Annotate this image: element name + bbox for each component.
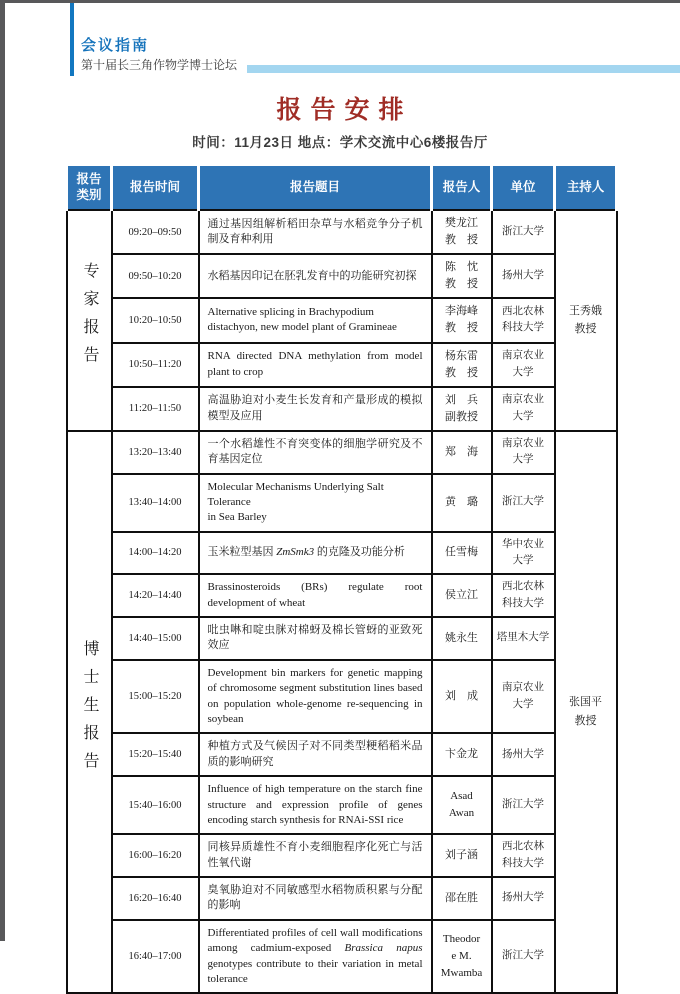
report-affiliation: 华中农业 大学: [492, 532, 555, 575]
report-title: Alternative splicing in Brachypodium distachyon, new model plant of Gramineae: [199, 298, 432, 342]
report-speaker: Theodor e M. Mwamba: [432, 920, 492, 994]
session-time-location: 时间：11月23日 地点：学术交流中心6楼报告厅: [192, 135, 488, 150]
report-category-label: 专家报告: [81, 261, 98, 374]
header-divider-band: [247, 65, 680, 73]
report-affiliation: 扬州大学: [492, 877, 555, 920]
report-time: 14:00–14:20: [112, 532, 199, 575]
column-header-1: 报告类别: [67, 165, 112, 211]
table-row: [67, 877, 617, 920]
table-row: [67, 920, 617, 994]
report-title: 吡虫啉和啶虫脒对棉蚜及棉长管蚜的亚致死效应: [199, 617, 432, 660]
column-header-4: 报告人: [432, 165, 492, 211]
report-affiliation: 扬州大学: [492, 733, 555, 776]
report-time: 14:40–15:00: [112, 617, 199, 660]
table-row: [67, 733, 617, 776]
report-speaker: 刘子涵: [432, 834, 492, 877]
report-speaker: 李海峰 教 授: [432, 298, 492, 342]
page-title: 报告安排: [276, 96, 413, 124]
report-speaker: 刘 成: [432, 660, 492, 734]
report-affiliation: 南京农业 大学: [492, 431, 555, 474]
report-time: 16:40–17:00: [112, 920, 199, 994]
table-row: [67, 660, 617, 734]
report-affiliation: 浙江大学: [492, 474, 555, 532]
schedule-table-body: [67, 210, 617, 993]
report-title: RNA directed DNA methylation from model plant to crop: [199, 343, 432, 387]
report-title: Development bin markers for genetic mapping of chromosome segment substitution lines based on population whole-genome re-sequencing in soybean: [199, 660, 432, 734]
report-speaker: 郑 海: [432, 431, 492, 474]
report-speaker: 杨东雷 教 授: [432, 343, 492, 387]
header-accent-bar: [70, 3, 74, 76]
column-header-3: 报告题目: [199, 165, 432, 211]
report-speaker: 任雪梅: [432, 532, 492, 575]
report-time: 09:50–10:20: [112, 254, 199, 298]
report-affiliation: 塔里木大学: [492, 617, 555, 660]
session-host: 张国平 教授: [555, 431, 617, 994]
report-time: 14:20–14:40: [112, 574, 199, 617]
table-row: [67, 776, 617, 834]
report-speaker: 陈 忱 教 授: [432, 254, 492, 298]
table-row: [67, 431, 617, 474]
report-time: 11:20–11:50: [112, 387, 199, 431]
report-affiliation: 浙江大学: [492, 210, 555, 254]
column-header-5: 单位: [492, 165, 555, 211]
table-row: [67, 532, 617, 575]
table-row: [67, 387, 617, 431]
forum-name: 第十届长三角作物学博士论坛: [81, 58, 238, 72]
report-time: 16:20–16:40: [112, 877, 199, 920]
table-row: [67, 617, 617, 660]
report-affiliation: 南京农业 大学: [492, 660, 555, 734]
report-title: 水稻基因印记在胚乳发育中的功能研究初探: [199, 254, 432, 298]
report-time: 10:50–11:20: [112, 343, 199, 387]
report-title: 一个水稻雄性不育突变体的细胞学研究及不育基因定位: [199, 431, 432, 474]
report-speaker: 侯立江: [432, 574, 492, 617]
report-title: Molecular Mechanisms Underlying Salt Tolerance in Sea Barley: [199, 474, 432, 532]
report-category: [67, 431, 112, 994]
report-title: 高温胁迫对小麦生长发育和产量形成的模拟模型及应用: [199, 387, 432, 431]
report-speaker: 刘 兵 副教授: [432, 387, 492, 431]
report-time: 13:40–14:00: [112, 474, 199, 532]
report-category: [67, 210, 112, 430]
report-affiliation: 浙江大学: [492, 776, 555, 834]
table-header-row: [67, 165, 617, 211]
table-row: [67, 574, 617, 617]
report-speaker: 黄 璐: [432, 474, 492, 532]
report-title: 种植方式及气候因子对不同类型粳稻稻米品质的影响研究: [199, 733, 432, 776]
column-header-2: 报告时间: [112, 165, 199, 211]
table-row: [67, 834, 617, 877]
page-edge-top: [0, 0, 680, 3]
report-speaker: 樊龙江 教 授: [432, 210, 492, 254]
report-title: Brassinosteroids (BRs) regulate root development of wheat: [199, 574, 432, 617]
table-row: [67, 254, 617, 298]
column-header-6: 主持人: [555, 165, 617, 211]
table-row: [67, 210, 617, 254]
report-time: 13:20–13:40: [112, 431, 199, 474]
table-row: [67, 474, 617, 532]
report-affiliation: 南京农业 大学: [492, 387, 555, 431]
report-time: 16:00–16:20: [112, 834, 199, 877]
conference-guide-label: 会议指南: [81, 37, 150, 54]
report-title: Influence of high temperature on the starch fine structure and expression profile of genes encoding starch synthesis for RNAi-SSI rice: [199, 776, 432, 834]
report-title: 同核异质雄性不育小麦细胞程序化死亡与活性氧代谢: [199, 834, 432, 877]
report-time: 15:00–15:20: [112, 660, 199, 734]
session-host: 王秀娥 教授: [555, 210, 617, 430]
report-speaker: 卞金龙: [432, 733, 492, 776]
report-affiliation: 南京农业 大学: [492, 343, 555, 387]
report-speaker: 邵在胜: [432, 877, 492, 920]
report-time: 10:20–10:50: [112, 298, 199, 342]
report-affiliation: 扬州大学: [492, 254, 555, 298]
report-title: 通过基因组解析稻田杂草与水稻竞争分子机制及育种利用: [199, 210, 432, 254]
report-speaker: 姚永生: [432, 617, 492, 660]
report-affiliation: 西北农林 科技大学: [492, 298, 555, 342]
report-category-label: 博士生报告: [81, 639, 98, 780]
report-affiliation: 浙江大学: [492, 920, 555, 994]
report-title: 玉米粒型基因 ZmSmk3 的克隆及功能分析: [199, 532, 432, 575]
report-affiliation: 西北农林 科技大学: [492, 834, 555, 877]
schedule-table: [65, 163, 618, 994]
report-title: Differentiated profiles of cell wall modifications among cadmium-exposed Brassica napus genotypes contribute to their variation in metal tolerance: [199, 920, 432, 994]
report-title: 臭氧胁迫对不同敏感型水稻物质积累与分配的影响: [199, 877, 432, 920]
report-time: 09:20–09:50: [112, 210, 199, 254]
report-affiliation: 西北农林 科技大学: [492, 574, 555, 617]
table-row: [67, 298, 617, 342]
table-row: [67, 343, 617, 387]
report-time: 15:20–15:40: [112, 733, 199, 776]
report-speaker: Asad Awan: [432, 776, 492, 834]
report-time: 15:40–16:00: [112, 776, 199, 834]
